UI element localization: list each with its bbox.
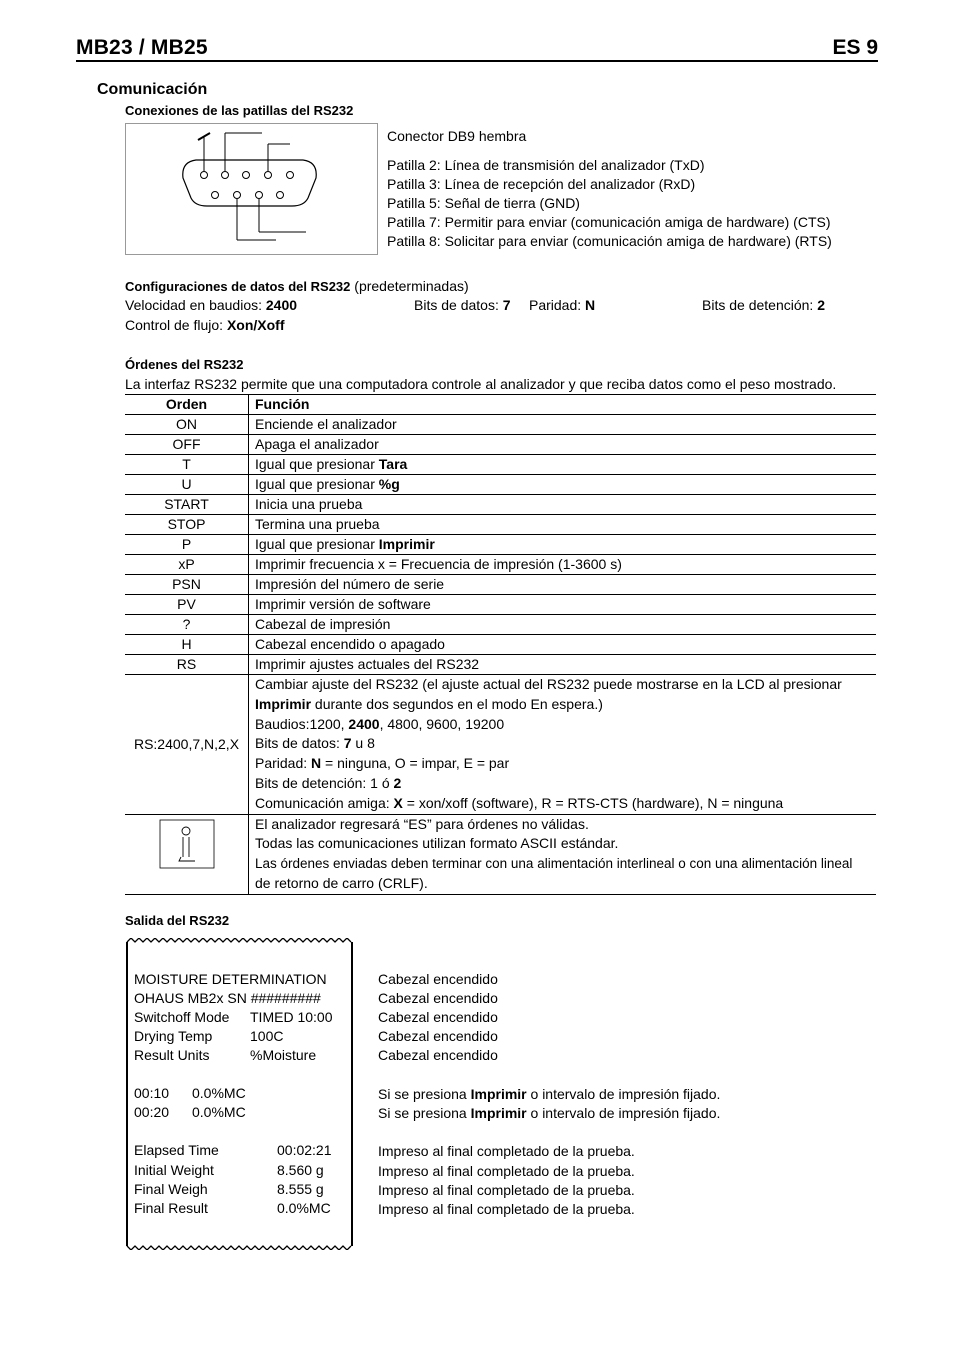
table-header-row (125, 395, 876, 415)
table-row (125, 655, 876, 675)
table-row (125, 495, 876, 515)
command-cell: ON (125, 415, 249, 435)
table-row (125, 635, 876, 655)
receipt-value: 8.560 g (277, 1162, 324, 1178)
db9-connector-diagram (125, 123, 378, 255)
receipt-value: %Moisture (250, 1047, 317, 1063)
command-cell: PSN (125, 575, 249, 595)
table-row (125, 435, 876, 455)
pin-line: Patilla 3: Línea de recepción del analizador (RxD) (387, 176, 696, 192)
table-row (125, 555, 876, 575)
db9-connector-icon (126, 124, 379, 256)
command-cell: P (125, 535, 249, 555)
note-line: de retorno de carro (CRLF). (255, 874, 428, 891)
function-cell: Imprimir versión de software (249, 595, 877, 615)
column-header-order: Orden (125, 395, 249, 415)
pin-line: Patilla 5: Señal de tierra (GND) (387, 195, 580, 211)
output-desc: Cabezal encendido (378, 990, 498, 1006)
command-cell: PV (125, 595, 249, 615)
command-cell: U (125, 475, 249, 495)
receipt-value: 0.0%MC (192, 1104, 246, 1120)
receipt-value: 8.555 g (277, 1181, 324, 1197)
config-flow: Control de flujo: Xon/Xoff (125, 317, 285, 333)
table-row (125, 535, 876, 555)
output-desc: Impreso al final completado de la prueba. (378, 1201, 635, 1217)
pin-line: Patilla 2: Línea de transmisión del analizador (TxD) (387, 157, 705, 173)
function-cell: Enciende el analizador (249, 415, 877, 435)
receipt-label: Final Result (134, 1200, 208, 1216)
config-databits: Bits de datos: 7 (414, 297, 511, 313)
section-title: Comunicación (97, 81, 208, 98)
output-desc: Si se presiona Imprimir o intervalo de impresión fijado. (378, 1105, 721, 1121)
output-desc: Cabezal encendido (378, 1047, 498, 1063)
config-heading: Configuraciones de datos del RS232 (predeterminadas) (125, 278, 469, 294)
column-header-function: Función (249, 395, 877, 415)
rs-line: Paridad: N = ninguna, O = impar, E = par (255, 755, 510, 772)
receipt-label: 00:10 (134, 1085, 170, 1101)
config-baud: Velocidad en baudios: 2400 (125, 297, 298, 313)
page-title: MB23 / MB25 (76, 36, 208, 59)
receipt-label: 00:20 (134, 1104, 170, 1120)
command-cell: T (125, 455, 249, 475)
note-line: Las órdenes enviadas deben terminar con una alimentación interlineal o con una alimentación lineal (255, 856, 853, 872)
receipt-label: Initial Weight (134, 1162, 214, 1178)
receipt-value: 0.0%MC (277, 1200, 331, 1216)
function-cell: Igual que presionar Tara (249, 455, 877, 475)
note-line: El analizador regresará “ES” para órdenes no válidas. (255, 815, 589, 832)
function-cell (249, 675, 877, 815)
header-divider (76, 60, 878, 62)
table-row-rs-config (125, 675, 876, 815)
note-line: Todas las comunicaciones utilizan formato ASCII estándar. (255, 835, 619, 852)
config-stopbits: Bits de detención: 2 (702, 297, 825, 313)
table-row (125, 415, 876, 435)
function-cell: Impresión del número de serie (249, 575, 877, 595)
note-icon (159, 819, 215, 869)
rs-line: Imprimir durante dos segundos en el modo En espera.) (255, 695, 603, 712)
table-row (125, 475, 876, 495)
commands-table (125, 394, 876, 895)
page-number: ES 9 (832, 36, 878, 59)
config-parity: Paridad: N (529, 297, 596, 313)
function-cell: Cabezal encendido o apagado (249, 635, 877, 655)
output-desc: Impreso al final completado de la prueba. (378, 1143, 635, 1159)
function-cell: Inicia una prueba (249, 495, 877, 515)
output-desc: Cabezal encendido (378, 1009, 498, 1025)
command-cell: RS:2400,7,N,2,X (125, 675, 249, 815)
output-desc: Cabezal encendido (378, 971, 498, 987)
notes-cell (249, 814, 877, 894)
receipt-line: OHAUS MB2x SN ######### (134, 990, 321, 1006)
receipt-label: Elapsed Time (134, 1142, 219, 1158)
function-cell: Imprimir ajustes actuales del RS232 (249, 655, 877, 675)
rs-line: Bits de datos: 7 u 8 (255, 735, 375, 752)
note-icon-cell (125, 814, 249, 894)
function-cell: Imprimir frecuencia x = Frecuencia de impresión (1-3600 s) (249, 555, 877, 575)
command-cell: RS (125, 655, 249, 675)
function-cell: Apaga el analizador (249, 435, 877, 455)
output-desc: Si se presiona Imprimir o intervalo de impresión fijado. (378, 1086, 721, 1102)
output-desc: Impreso al final completado de la prueba. (378, 1163, 635, 1179)
receipt-value: 00:02:21 (277, 1142, 332, 1158)
command-cell: H (125, 635, 249, 655)
command-cell: OFF (125, 435, 249, 455)
table-row (125, 575, 876, 595)
receipt-label: Switchoff Mode (134, 1009, 230, 1025)
pin-line: Patilla 8: Solicitar para enviar (comunicación amiga de hardware) (RTS) (387, 233, 832, 249)
command-cell: ? (125, 615, 249, 635)
table-row (125, 615, 876, 635)
receipt-label: Drying Temp (134, 1028, 213, 1044)
receipt-value: 0.0%MC (192, 1085, 246, 1101)
command-cell: START (125, 495, 249, 515)
output-desc: Cabezal encendido (378, 1028, 498, 1044)
receipt-value: 100C (250, 1028, 284, 1044)
function-cell: Termina una prueba (249, 515, 877, 535)
output-desc: Impreso al final completado de la prueba. (378, 1182, 635, 1198)
function-cell: Igual que presionar %g (249, 475, 877, 495)
rs-line: Comunicación amiga: X = xon/xoff (software), R = RTS-CTS (hardware), N = ninguna (255, 794, 784, 811)
receipt-label: Final Weigh (134, 1181, 208, 1197)
function-cell: Cabezal de impresión (249, 615, 877, 635)
table-row-notes (125, 814, 876, 894)
receipt-label: Result Units (134, 1047, 210, 1063)
command-cell: STOP (125, 515, 249, 535)
pins-heading: Conexiones de las patillas del RS232 (125, 103, 354, 118)
command-cell: xP (125, 555, 249, 575)
connector-label: Conector DB9 hembra (387, 128, 527, 144)
rs-line: Cambiar ajuste del RS232 (el ajuste actual del RS232 puede mostrarse en la LCD al presionar (255, 676, 842, 692)
pin-line: Patilla 7: Permitir para enviar (comunicación amiga de hardware) (CTS) (387, 214, 831, 230)
receipt-value: TIMED 10:00 (250, 1009, 333, 1025)
rs-line: Bits de detención: 1 ó 2 (255, 774, 402, 791)
output-heading: Salida del RS232 (125, 913, 230, 928)
function-cell: Igual que presionar Imprimir (249, 535, 877, 555)
commands-intro: La interfaz RS232 permite que una computadora controle al analizador y que reciba datos como el peso mostrado. (125, 376, 837, 392)
table-row (125, 455, 876, 475)
table-row (125, 515, 876, 535)
rs-line: Baudios:1200, 2400, 4800, 9600, 19200 (255, 715, 505, 732)
receipt-line: MOISTURE DETERMINATION (134, 971, 327, 987)
commands-heading: Órdenes del RS232 (125, 357, 244, 372)
table-row (125, 595, 876, 615)
